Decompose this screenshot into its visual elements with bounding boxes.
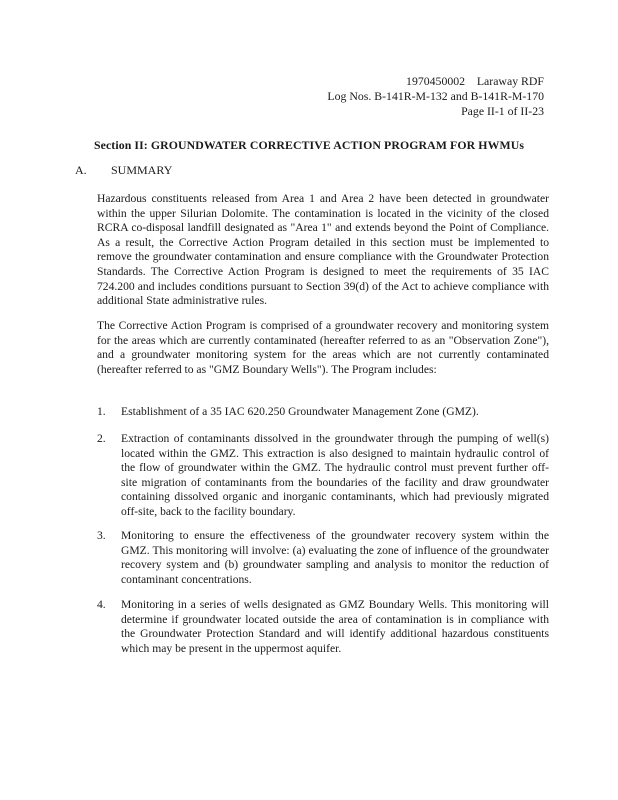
section-title: Section II: GROUNDWATER CORRECTIVE ACTION PROGRAM FOR HWMUs — [93, 138, 525, 152]
list-item-text: Establishment of a 35 IAC 620.250 Groundwater Management Zone (GMZ). — [121, 405, 479, 418]
summary-paragraph-2: The Corrective Action Program is comprised of a groundwater recovery and monitoring system for the areas which are currently contaminated (hereafter referred to as an "Observation Zone"), and a groundwater monitoring system for the areas which are not currently contaminated (hereafter referred to as "GMZ Boundary Wells"). The Program includes: — [97, 319, 549, 376]
list-item-text: Monitoring in a series of wells designated as GMZ Boundary Wells. This monitoring will determine if groundwater located outside the area of contamination is in compliance with the Groundwater Protection Standard and will identify additional hazardous constituents which may be present in the uppermost aquifer. — [121, 598, 549, 655]
list-item-number: 1. — [97, 405, 106, 418]
header-page-number: Page II-1 of II-23 — [461, 104, 544, 118]
list-item-text: Extraction of contaminants dissolved in the groundwater through the pumping of well(s) located within the GMZ. This extraction is also designed to maintain hydraulic control of the flow of groundwater within the GMZ. The hydraulic control must prevent further off-site migration of contaminants from the boundaries of the facility and draw groundwater containing dissolved organic and inorganic contaminants, which had previously migrated off-site, back to the facility boundary. — [121, 432, 549, 518]
list-item — [97, 529, 549, 587]
summary-paragraph-1: Hazardous constituents released from Area 1 and Area 2 have been detected in groundwater within the upper Silurian Dolomite. The contamination is located in the vicinity of the closed RCRA co-disposal landfill designated as "Area 1" and extends beyond the Point of Compliance. As a result, the Corrective Action Program detailed in this section must be implemented to remove the groundwater contamination and ensure compliance with the Groundwater Protection Standards. The Corrective Action Program is designed to meet the requirements of 35 IAC 724.200 and includes conditions pursuant to Section 39(d) of the Act to achieve compliance with additional State administrative rules. — [97, 192, 549, 308]
list-item-number: 4. — [97, 598, 106, 611]
summary-heading-text: SUMMARY — [111, 163, 173, 177]
page-header — [327, 74, 544, 119]
list-item — [97, 405, 549, 420]
header-facility-id: 1970450002 Laraway RDF — [406, 74, 544, 88]
header-log-numbers: Log Nos. B-141R-M-132 and B-141R-M-170 — [327, 89, 544, 103]
list-item-number: 3. — [97, 529, 106, 542]
list-item-text: Monitoring to ensure the effectiveness of the groundwater recovery system within the GMZ. This monitoring will involve: (a) evaluating the zone of influence of the groundwater recovery system and (b) groundwater sampling and analysis to monitor the reduction of contaminant concentrations. — [121, 529, 549, 586]
summary-heading — [75, 163, 172, 178]
summary-letter: A. — [75, 163, 87, 177]
list-item — [97, 598, 549, 656]
list-item — [97, 432, 549, 520]
list-item-number: 2. — [97, 432, 106, 445]
